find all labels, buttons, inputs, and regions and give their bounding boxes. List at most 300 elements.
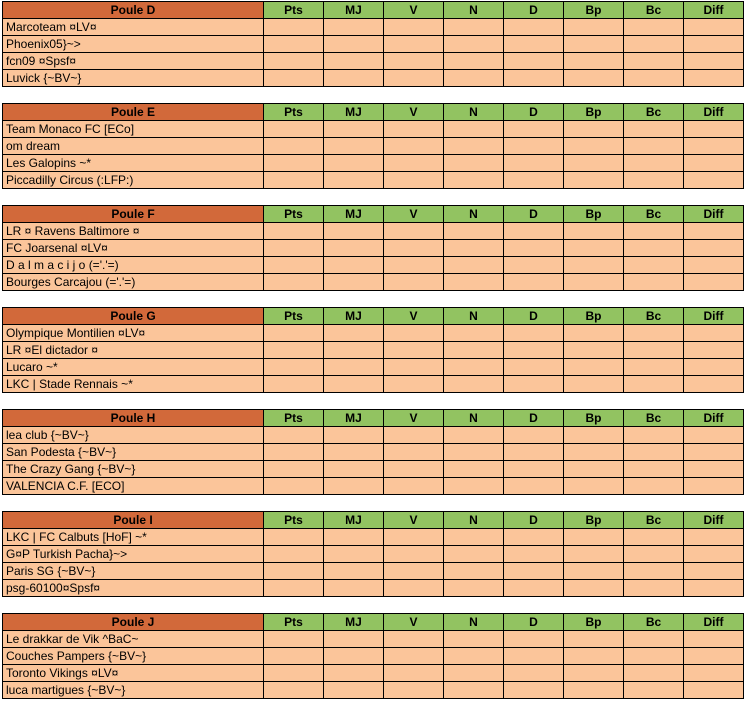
stat-cell-d (504, 546, 564, 563)
stat-cell-v (384, 359, 444, 376)
stat-cell-bp (564, 172, 624, 189)
column-header-diff: Diff (684, 512, 744, 529)
column-header-diff: Diff (684, 104, 744, 121)
table-row (3, 257, 744, 274)
stat-cell-d (504, 138, 564, 155)
column-header-mj: MJ (324, 614, 384, 631)
table-row (3, 36, 744, 53)
column-header-n: N (444, 614, 504, 631)
stat-cell-mj (324, 274, 384, 291)
stat-cell-mj (324, 529, 384, 546)
stat-cell-diff (684, 172, 744, 189)
stat-cell-pts (264, 682, 324, 699)
column-header-d: D (504, 104, 564, 121)
column-header-mj: MJ (324, 410, 384, 427)
pool-table (2, 511, 744, 597)
stat-cell-bc (624, 19, 684, 36)
stat-cell-bc (624, 53, 684, 70)
stat-cell-mj (324, 376, 384, 393)
stat-cell-bp (564, 563, 624, 580)
column-header-v: V (384, 512, 444, 529)
column-header-bc: Bc (624, 206, 684, 223)
stat-cell-diff (684, 444, 744, 461)
column-header-diff: Diff (684, 206, 744, 223)
stat-cell-bc (624, 580, 684, 597)
stat-cell-v (384, 376, 444, 393)
stat-cell-bc (624, 172, 684, 189)
stat-cell-v (384, 223, 444, 240)
stat-cell-mj (324, 461, 384, 478)
team-name: Marcoteam ¤LV¤ (3, 19, 264, 36)
column-header-bc: Bc (624, 2, 684, 19)
stat-cell-v (384, 274, 444, 291)
stat-cell-n (444, 53, 504, 70)
stat-cell-v (384, 342, 444, 359)
column-header-diff: Diff (684, 614, 744, 631)
table-row (3, 19, 744, 36)
table-row (3, 546, 744, 563)
column-header-bp: Bp (564, 410, 624, 427)
stat-cell-mj (324, 138, 384, 155)
stat-cell-n (444, 223, 504, 240)
stat-cell-pts (264, 257, 324, 274)
pool-title: Poule D (3, 2, 264, 19)
column-header-d: D (504, 2, 564, 19)
stat-cell-v (384, 665, 444, 682)
stat-cell-n (444, 682, 504, 699)
stat-cell-bc (624, 461, 684, 478)
stat-cell-pts (264, 461, 324, 478)
stat-cell-pts (264, 138, 324, 155)
pool-title: Poule F (3, 206, 264, 223)
team-name: VALENCIA C.F. [ECO] (3, 478, 264, 495)
stat-cell-mj (324, 444, 384, 461)
table-row (3, 682, 744, 699)
stat-cell-n (444, 240, 504, 257)
stat-cell-pts (264, 172, 324, 189)
stat-cell-pts (264, 648, 324, 665)
team-name: LR ¤El dictador ¤ (3, 342, 264, 359)
stat-cell-d (504, 580, 564, 597)
stat-cell-diff (684, 461, 744, 478)
stat-cell-diff (684, 223, 744, 240)
stat-cell-n (444, 376, 504, 393)
stat-cell-d (504, 70, 564, 87)
pool-header-row (3, 614, 744, 631)
stat-cell-v (384, 444, 444, 461)
stat-cell-n (444, 325, 504, 342)
stat-cell-diff (684, 529, 744, 546)
column-header-bc: Bc (624, 104, 684, 121)
stat-cell-diff (684, 580, 744, 597)
stat-cell-d (504, 648, 564, 665)
pool-header-row (3, 512, 744, 529)
team-name: om dream (3, 138, 264, 155)
stat-cell-d (504, 376, 564, 393)
stat-cell-pts (264, 155, 324, 172)
stat-cell-bc (624, 444, 684, 461)
team-name: fcn09 ¤Spsf¤ (3, 53, 264, 70)
table-row (3, 427, 744, 444)
stat-cell-pts (264, 325, 324, 342)
column-header-d: D (504, 206, 564, 223)
team-name: Luvick {~BV~} (3, 70, 264, 87)
stat-cell-mj (324, 359, 384, 376)
stat-cell-bp (564, 36, 624, 53)
team-name: LKC | FC Calbuts [HoF] ~* (3, 529, 264, 546)
column-header-bp: Bp (564, 512, 624, 529)
stat-cell-mj (324, 53, 384, 70)
stat-cell-diff (684, 240, 744, 257)
stat-cell-diff (684, 138, 744, 155)
stat-cell-v (384, 529, 444, 546)
stat-cell-mj (324, 682, 384, 699)
stat-cell-v (384, 580, 444, 597)
team-name: Piccadilly Circus (:LFP:) (3, 172, 264, 189)
stat-cell-d (504, 53, 564, 70)
column-header-v: V (384, 410, 444, 427)
column-header-n: N (444, 308, 504, 325)
stat-cell-bc (624, 648, 684, 665)
pool-table (2, 613, 744, 699)
table-row (3, 563, 744, 580)
team-name: LR ¤ Ravens Baltimore ¤ (3, 223, 264, 240)
stat-cell-mj (324, 172, 384, 189)
team-name: Le drakkar de Vik ^BaC~ (3, 631, 264, 648)
stat-cell-pts (264, 529, 324, 546)
stat-cell-mj (324, 325, 384, 342)
stat-cell-d (504, 172, 564, 189)
stat-cell-bp (564, 444, 624, 461)
stat-cell-v (384, 461, 444, 478)
table-row (3, 631, 744, 648)
stat-cell-n (444, 444, 504, 461)
stat-cell-diff (684, 53, 744, 70)
table-row (3, 342, 744, 359)
stat-cell-v (384, 682, 444, 699)
table-row (3, 648, 744, 665)
table-row (3, 665, 744, 682)
stat-cell-v (384, 36, 444, 53)
stat-cell-n (444, 36, 504, 53)
pool-table (2, 1, 744, 87)
team-name: The Crazy Gang {~BV~} (3, 461, 264, 478)
stat-cell-bc (624, 682, 684, 699)
stat-cell-diff (684, 274, 744, 291)
column-header-n: N (444, 206, 504, 223)
stat-cell-mj (324, 257, 384, 274)
stat-cell-bc (624, 155, 684, 172)
team-name: D a l m a c i j o (='.'=) (3, 257, 264, 274)
team-name: G¤P Turkish Pacha}~> (3, 546, 264, 563)
stat-cell-n (444, 138, 504, 155)
stat-cell-diff (684, 325, 744, 342)
stat-cell-d (504, 342, 564, 359)
stat-cell-mj (324, 665, 384, 682)
stat-cell-d (504, 682, 564, 699)
stat-cell-bc (624, 325, 684, 342)
column-header-mj: MJ (324, 104, 384, 121)
stat-cell-v (384, 257, 444, 274)
table-row (3, 53, 744, 70)
stat-cell-diff (684, 257, 744, 274)
stat-cell-diff (684, 665, 744, 682)
table-row (3, 223, 744, 240)
stat-cell-mj (324, 342, 384, 359)
stat-cell-d (504, 121, 564, 138)
stat-cell-mj (324, 19, 384, 36)
stat-cell-n (444, 121, 504, 138)
stat-cell-n (444, 461, 504, 478)
stat-cell-bc (624, 529, 684, 546)
stat-cell-mj (324, 580, 384, 597)
stat-cell-diff (684, 478, 744, 495)
column-header-pts: Pts (264, 2, 324, 19)
table-row (3, 155, 744, 172)
column-header-v: V (384, 104, 444, 121)
stat-cell-pts (264, 240, 324, 257)
stat-cell-pts (264, 223, 324, 240)
stat-cell-bc (624, 359, 684, 376)
pool-title: Poule H (3, 410, 264, 427)
stat-cell-d (504, 155, 564, 172)
stat-cell-n (444, 19, 504, 36)
stat-cell-bc (624, 257, 684, 274)
stat-cell-diff (684, 342, 744, 359)
column-header-bc: Bc (624, 614, 684, 631)
stat-cell-v (384, 648, 444, 665)
stat-cell-bp (564, 53, 624, 70)
stat-cell-pts (264, 444, 324, 461)
stat-cell-bp (564, 359, 624, 376)
stat-cell-diff (684, 546, 744, 563)
table-row (3, 529, 744, 546)
column-header-v: V (384, 614, 444, 631)
column-header-v: V (384, 2, 444, 19)
column-header-n: N (444, 2, 504, 19)
team-name: LKC | Stade Rennais ~* (3, 376, 264, 393)
stat-cell-bc (624, 36, 684, 53)
table-row (3, 325, 744, 342)
pool-title: Poule E (3, 104, 264, 121)
table-row (3, 580, 744, 597)
pool-header-row (3, 308, 744, 325)
stat-cell-n (444, 580, 504, 597)
stat-cell-bc (624, 121, 684, 138)
stat-cell-bc (624, 274, 684, 291)
stat-cell-diff (684, 427, 744, 444)
stat-cell-bp (564, 546, 624, 563)
column-header-mj: MJ (324, 308, 384, 325)
stat-cell-pts (264, 376, 324, 393)
stat-cell-bp (564, 240, 624, 257)
table-row (3, 172, 744, 189)
stat-cell-bp (564, 138, 624, 155)
pool-header-row (3, 410, 744, 427)
stat-cell-v (384, 70, 444, 87)
column-header-pts: Pts (264, 410, 324, 427)
stat-cell-mj (324, 240, 384, 257)
stat-cell-n (444, 172, 504, 189)
table-row (3, 70, 744, 87)
stat-cell-n (444, 563, 504, 580)
team-name: Phoenix05}~> (3, 36, 264, 53)
stat-cell-d (504, 257, 564, 274)
stat-cell-diff (684, 648, 744, 665)
stat-cell-n (444, 648, 504, 665)
stat-cell-diff (684, 563, 744, 580)
stat-cell-pts (264, 665, 324, 682)
stat-cell-n (444, 631, 504, 648)
stat-cell-v (384, 427, 444, 444)
stat-cell-mj (324, 36, 384, 53)
stat-cell-pts (264, 580, 324, 597)
stat-cell-pts (264, 427, 324, 444)
stat-cell-n (444, 257, 504, 274)
column-header-bp: Bp (564, 104, 624, 121)
table-row (3, 376, 744, 393)
stat-cell-v (384, 631, 444, 648)
stat-cell-d (504, 665, 564, 682)
stat-cell-bp (564, 665, 624, 682)
column-header-pts: Pts (264, 308, 324, 325)
stat-cell-pts (264, 53, 324, 70)
stat-cell-bp (564, 648, 624, 665)
pool-header-row (3, 206, 744, 223)
team-name: Couches Pampers {~BV~} (3, 648, 264, 665)
team-name: Bourges Carcajou (='.'=) (3, 274, 264, 291)
pool-header-row (3, 104, 744, 121)
stat-cell-d (504, 529, 564, 546)
pool-table (2, 205, 744, 291)
stat-cell-d (504, 631, 564, 648)
stat-cell-bc (624, 342, 684, 359)
stat-cell-n (444, 70, 504, 87)
stat-cell-bp (564, 461, 624, 478)
table-row (3, 240, 744, 257)
stat-cell-diff (684, 631, 744, 648)
stat-cell-bp (564, 274, 624, 291)
stat-cell-bp (564, 342, 624, 359)
stat-cell-bp (564, 529, 624, 546)
column-header-pts: Pts (264, 206, 324, 223)
table-row (3, 478, 744, 495)
column-header-d: D (504, 410, 564, 427)
column-header-mj: MJ (324, 512, 384, 529)
stat-cell-v (384, 240, 444, 257)
stat-cell-bc (624, 223, 684, 240)
stat-cell-pts (264, 631, 324, 648)
stat-cell-bp (564, 155, 624, 172)
stat-cell-n (444, 359, 504, 376)
stat-cell-bp (564, 580, 624, 597)
stat-cell-mj (324, 427, 384, 444)
stat-cell-d (504, 240, 564, 257)
column-header-n: N (444, 104, 504, 121)
column-header-pts: Pts (264, 104, 324, 121)
stat-cell-v (384, 138, 444, 155)
stat-cell-bp (564, 427, 624, 444)
stat-cell-bp (564, 376, 624, 393)
stat-cell-d (504, 19, 564, 36)
stat-cell-n (444, 155, 504, 172)
stat-cell-pts (264, 546, 324, 563)
column-header-d: D (504, 614, 564, 631)
stat-cell-diff (684, 682, 744, 699)
stat-cell-d (504, 325, 564, 342)
stat-cell-bp (564, 631, 624, 648)
team-name: FC Joarsenal ¤LV¤ (3, 240, 264, 257)
column-header-pts: Pts (264, 512, 324, 529)
stat-cell-mj (324, 223, 384, 240)
stat-cell-mj (324, 121, 384, 138)
stat-cell-v (384, 546, 444, 563)
stat-cell-bp (564, 682, 624, 699)
stat-cell-bp (564, 478, 624, 495)
team-name: lea club {~BV~} (3, 427, 264, 444)
stat-cell-d (504, 274, 564, 291)
column-header-mj: MJ (324, 206, 384, 223)
pools-container (2, 1, 743, 715)
team-name: psg-60100¤Spsf¤ (3, 580, 264, 597)
team-name: Les Galopins ~* (3, 155, 264, 172)
stat-cell-d (504, 563, 564, 580)
column-header-d: D (504, 512, 564, 529)
team-name: Toronto Vikings ¤LV¤ (3, 665, 264, 682)
stat-cell-pts (264, 478, 324, 495)
team-name: Lucaro ~* (3, 359, 264, 376)
column-header-diff: Diff (684, 308, 744, 325)
pool-title: Poule I (3, 512, 264, 529)
stat-cell-d (504, 427, 564, 444)
team-name: Team Monaco FC [ECo] (3, 121, 264, 138)
stat-cell-n (444, 665, 504, 682)
pool-table (2, 103, 744, 189)
stat-cell-d (504, 444, 564, 461)
stat-cell-v (384, 325, 444, 342)
stat-cell-mj (324, 631, 384, 648)
stat-cell-pts (264, 359, 324, 376)
stat-cell-bp (564, 257, 624, 274)
pool-header-row (3, 2, 744, 19)
pool-table (2, 409, 744, 495)
team-name: luca martigues {~BV~} (3, 682, 264, 699)
stat-cell-pts (264, 19, 324, 36)
stat-cell-d (504, 223, 564, 240)
stat-cell-v (384, 19, 444, 36)
column-header-bp: Bp (564, 614, 624, 631)
column-header-mj: MJ (324, 2, 384, 19)
stat-cell-n (444, 342, 504, 359)
stat-cell-diff (684, 359, 744, 376)
column-header-n: N (444, 410, 504, 427)
stat-cell-pts (264, 121, 324, 138)
stat-cell-pts (264, 36, 324, 53)
stat-cell-diff (684, 70, 744, 87)
column-header-n: N (444, 512, 504, 529)
stat-cell-n (444, 427, 504, 444)
stat-cell-n (444, 274, 504, 291)
table-row (3, 274, 744, 291)
column-header-bp: Bp (564, 2, 624, 19)
stat-cell-pts (264, 70, 324, 87)
team-name: Paris SG {~BV~} (3, 563, 264, 580)
stat-cell-v (384, 155, 444, 172)
stat-cell-bp (564, 121, 624, 138)
stat-cell-mj (324, 563, 384, 580)
stat-cell-bp (564, 19, 624, 36)
stat-cell-diff (684, 376, 744, 393)
